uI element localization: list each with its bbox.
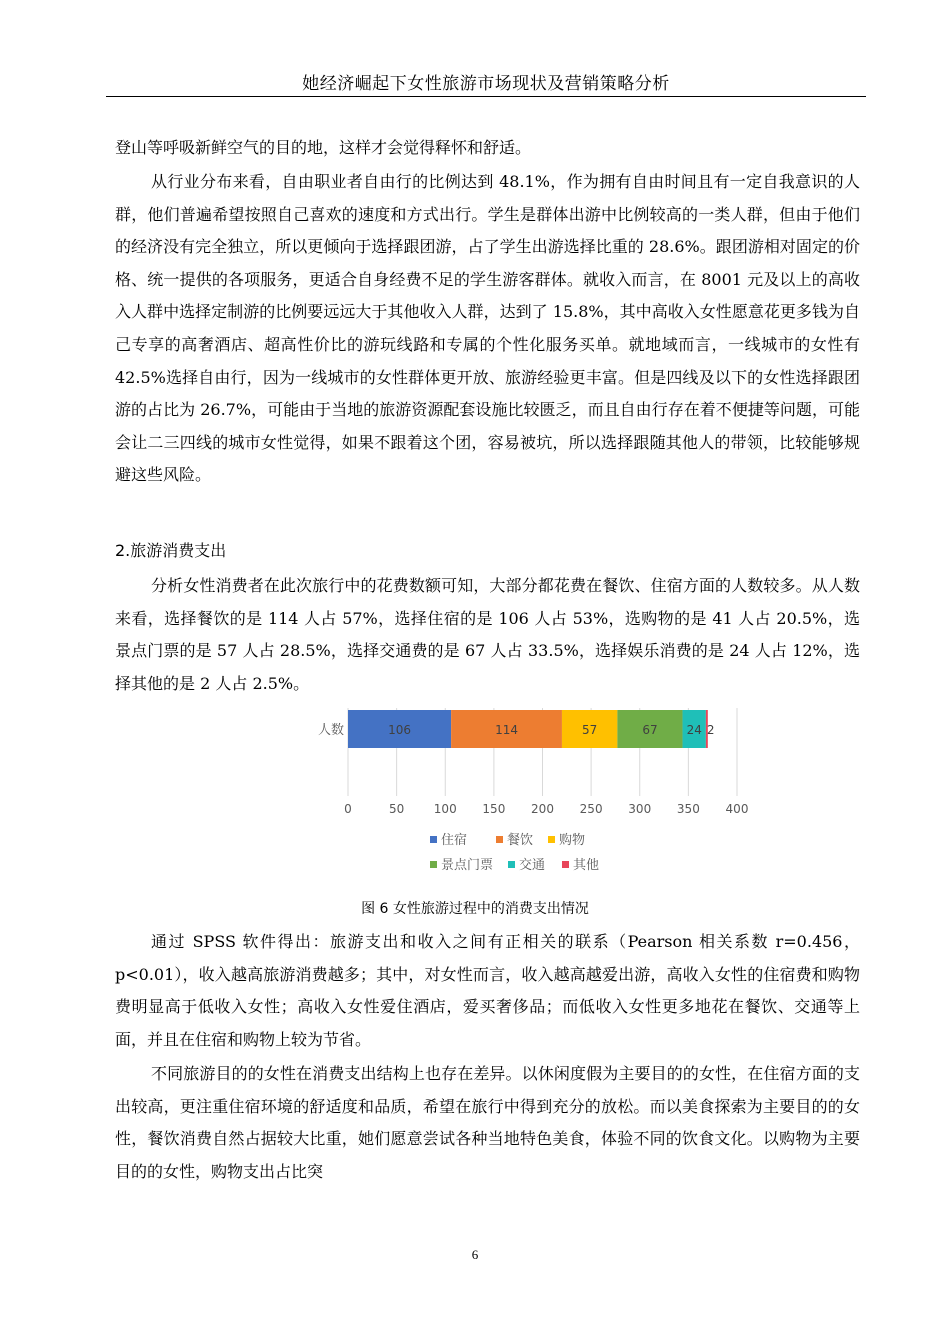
x-tick-label: 0 [344,802,352,816]
paragraph: 从行业分布来看，自由职业者自由行的比例达到 48.1%，作为拥有自由时间且有一定自我意识的人群，他们普遍希望按照自己喜欢的速度和方式出行。学生是群体出游中比例较高的一类人群，但由于他们的经济没有完全独立，所以更倾向于选择跟团游，占了学生出游选择比重的 28.6%。跟团游相对固定的价格、统一提供的各项服务，更适合自身经费不足的学生游客群体。就收入而言，在 8001 元及以上的高收入人群中选择定制游的比例要远远大于其他收入人群，达到了 15.8%，其中高收入女性愿意花更多钱为自己专享的高奢酒店、超高性价比的游玩线路和专属的个性化服务买单。就地域而言，一线城市的女性有 42.5%选择自由行，因为一线城市的女性群体更开放、旅游经验更丰富。但是四线及以下的女性选择跟团游的占比为 26.7%，可能由于当地的旅游资源配套设施比较匮乏，而且自由行存在着不便捷等问题，可能会让二三四线的城市女性觉得，如果不跟着这个团，容易被坑，所以选择跟随其他人的带领，比较能够规避这些风险。 [115,172,860,485]
legend-label: 其他 [573,858,600,873]
paragraph: 登山等呼吸新鲜空气的目的地，这样才会觉得释怀和舒适。 [115,138,532,157]
data-label: 67 [642,723,658,737]
data-label: 24 [686,723,702,737]
legend-label: 餐饮 [507,833,534,848]
legend-label: 购物 [559,833,586,848]
header-divider [106,96,866,97]
section-heading: 2.旅游消费支出 [115,541,227,560]
legend-label: 住宿 [441,833,468,848]
running-header: 她经济崛起下女性旅游市场现状及营销策略分析 [302,74,670,94]
legend-label: 景点门票 [441,858,494,873]
data-label: 2 [706,723,715,737]
paragraph: 分析女性消费者在此次旅行中的花费数额可知，大部分都花费在餐饮、住宿方面的人数较多。从人数来看，选择餐饮的是 114 人占 57%，选择住宿的是 106 人占 53%，选购物的是 41 人占 20.5%，选景点门票的是 57 人占 28.5%，选择交通费的是 67 人占 33.5%，选择娱乐消费的是 24 人占 12%，选择其他的是 2 人占 2.5%。 [115,576,860,693]
legend-label: 交通 [519,858,546,873]
x-tick-label: 300 [628,802,652,816]
x-tick-label: 50 [388,802,405,816]
category-label: 人数 [317,723,344,738]
data-label: 114 [495,723,518,737]
legend-swatch [430,861,437,868]
figure-caption: 图 6 女性旅游过程中的消费支出情况 [361,901,589,917]
legend-swatch [430,836,437,843]
stacked-bar-chart [300,706,770,896]
x-tick-label: 150 [482,802,506,816]
data-label: 57 [582,723,598,737]
x-tick-label: 250 [579,802,603,816]
legend-swatch [562,861,569,868]
x-tick-label: 350 [676,802,700,816]
page-number: 6 [471,1247,479,1262]
legend-swatch [496,836,503,843]
x-tick-label: 400 [725,802,749,816]
legend-swatch [548,836,555,843]
spending-chart [300,706,770,896]
paragraph: 通过 SPSS 软件得出：旅游支出和收入之间有正相关的联系（Pearson 相关系数 r=0.456，p<0.01），收入越高旅游消费越多；其中，对女性而言，收入越高越爱出游，高收入女性的住宿费和购物费明显高于低收入女性；高收入女性爱住酒店，爱买奢侈品；而低收入女性更多地花在餐饮、交通等上面，并且在住宿和购物上较为节省。 [115,932,860,1049]
x-tick-label: 100 [433,802,457,816]
paragraph: 不同旅游目的的女性在消费支出结构上也存在差异。以休闲度假为主要目的的女性，在住宿方面的支出较高，更注重住宿环境的舒适度和品质，希望在旅行中得到充分的放松。而以美食探索为主要目的的女性，餐饮消费自然占据较大比重，她们愿意尝试各种当地特色美食，体验不同的饮食文化。以购物为主要目的的女性，购物支出占比突 [115,1064,860,1181]
x-tick-label: 200 [531,802,554,816]
legend-swatch [508,861,515,868]
data-label: 106 [388,723,411,737]
